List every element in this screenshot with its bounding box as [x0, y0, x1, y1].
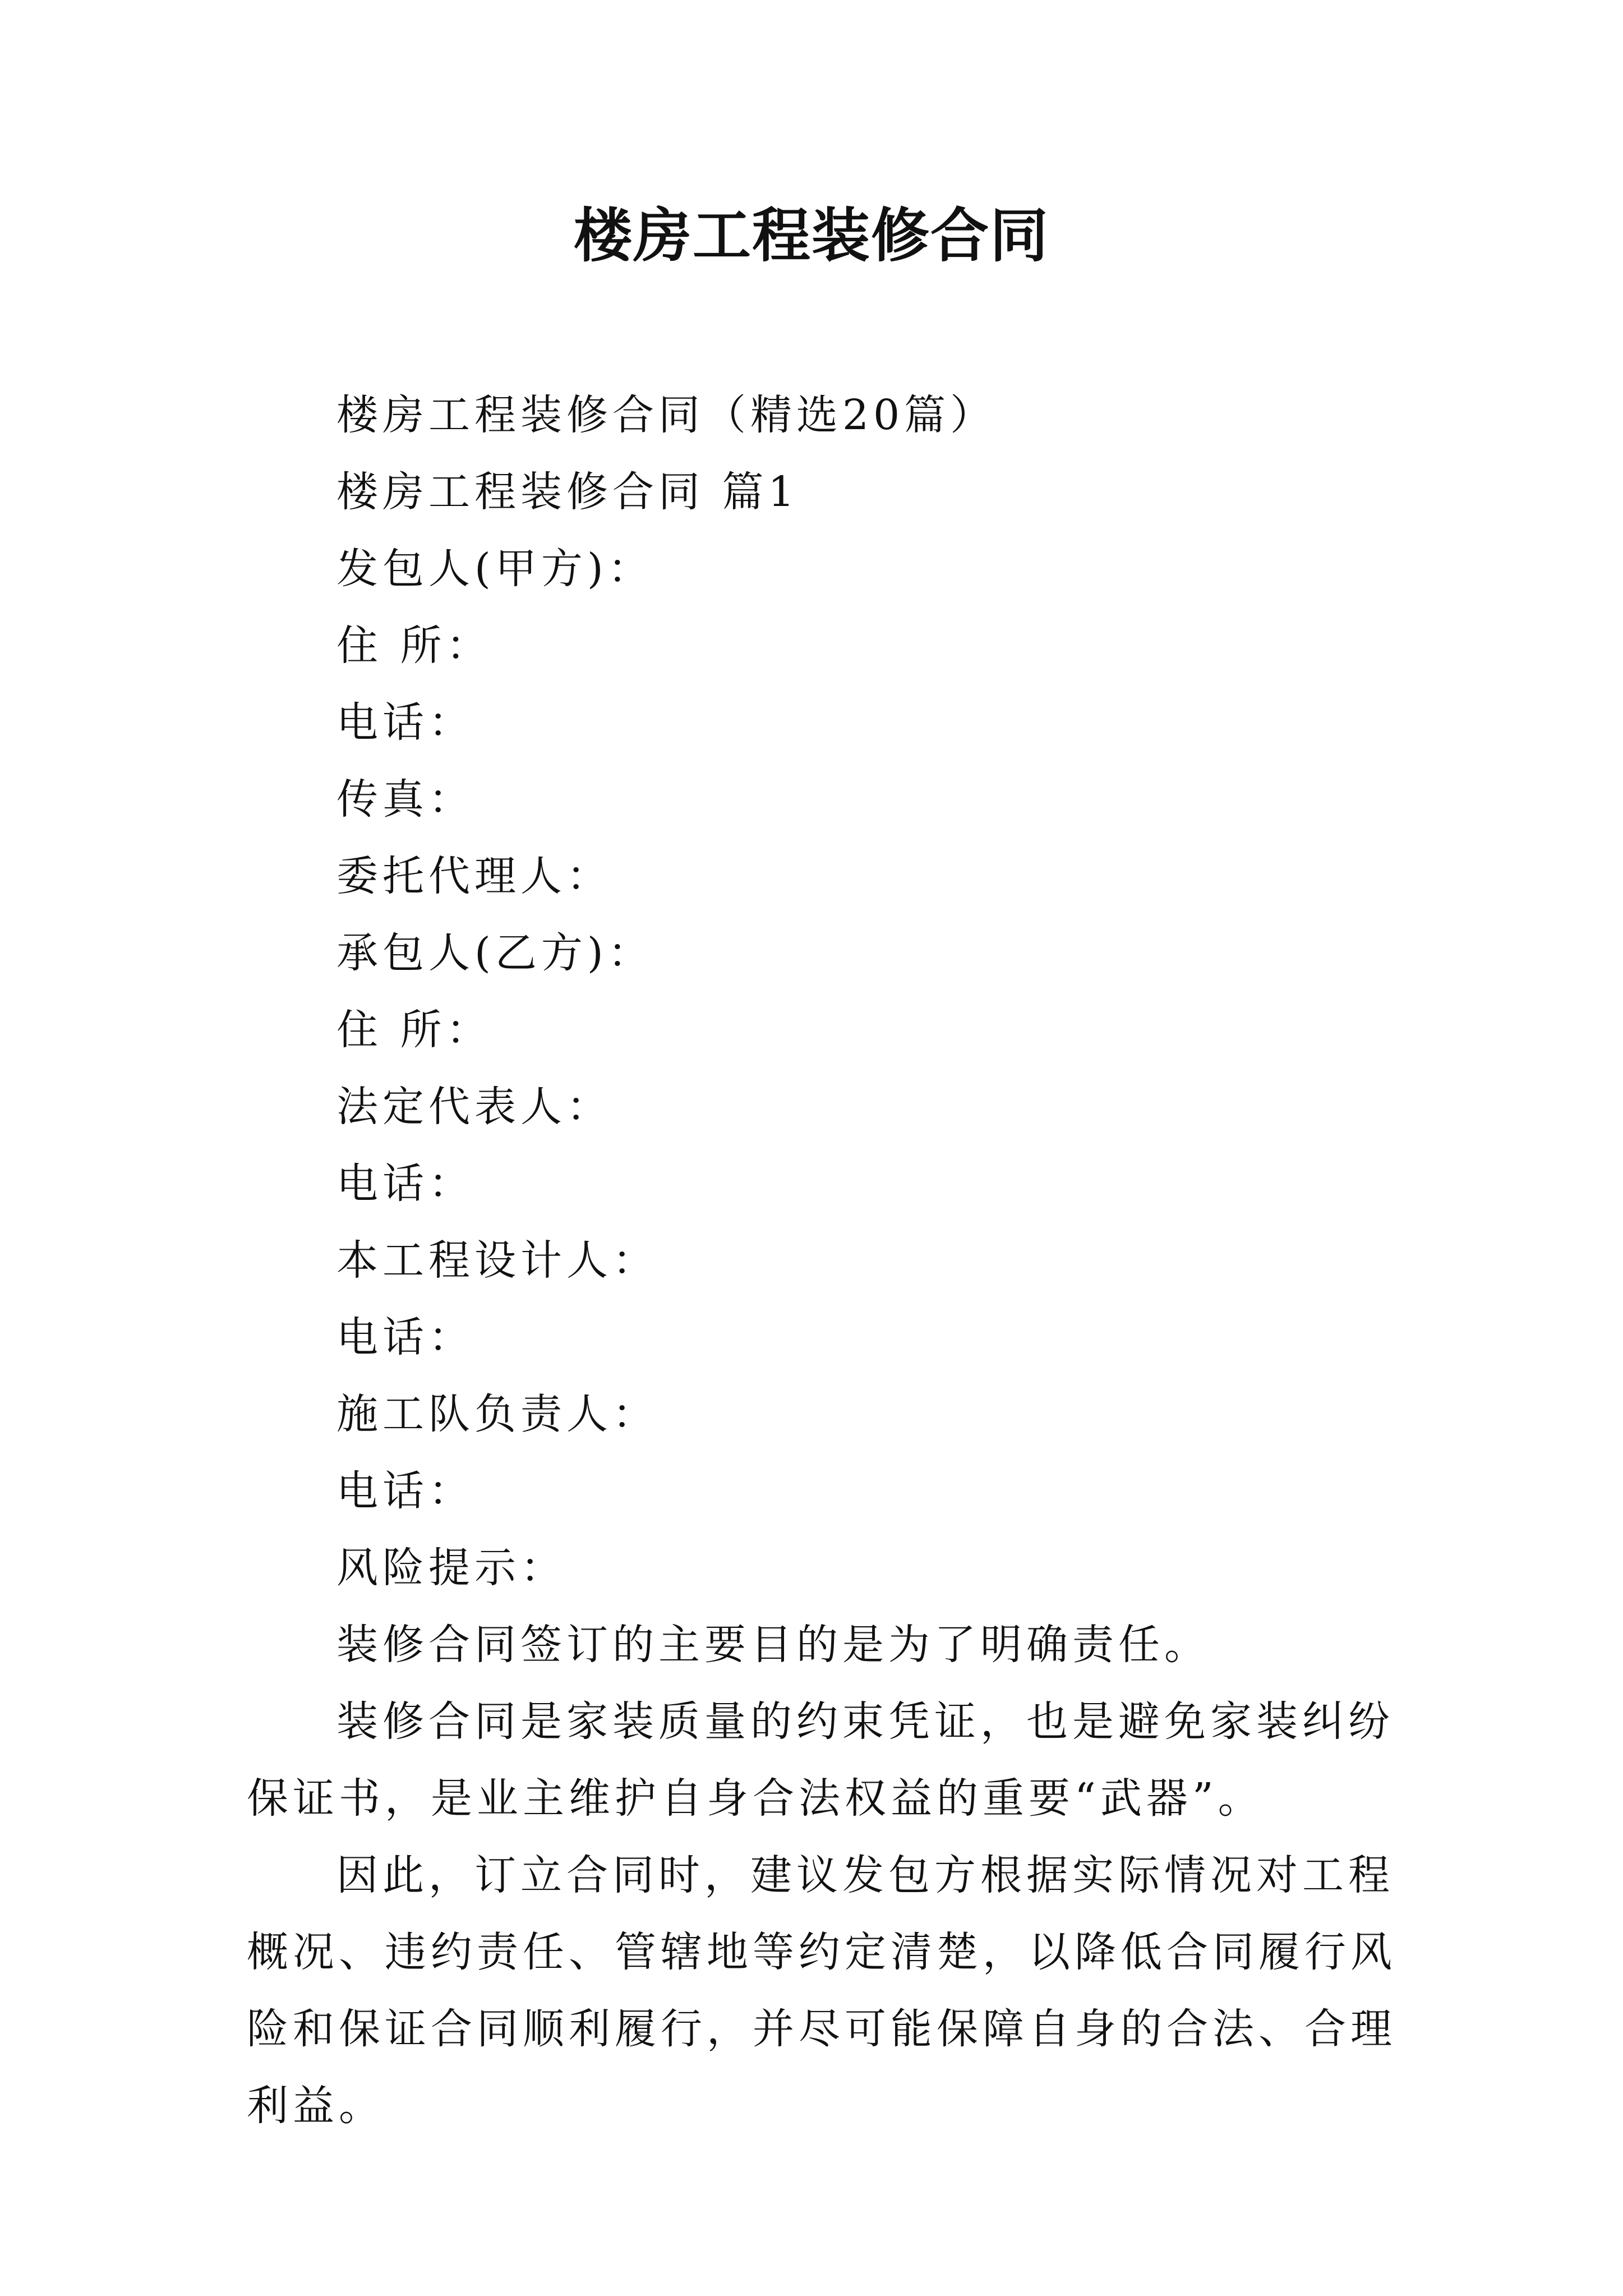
- field-designer: 本工程设计人：: [336, 1236, 658, 1285]
- risk-paragraph-3: 因此，订立合同时，建议发包方根据实际情况对工程概况、违约责任、管辖地等约定清楚，以降低合同履行风险和保证合同顺利履行，并尽可能保障自身的合法、合理利益。: [247, 1851, 1396, 2130]
- document-body: [247, 377, 1402, 2145]
- field-construction-lead-phone: 电话：: [336, 1467, 474, 1515]
- field-party-b: 承包人(乙方)：: [336, 929, 654, 977]
- field-party-b-phone: 电话：: [336, 1159, 474, 1208]
- field-party-a-address: 住 所：: [336, 622, 492, 670]
- field-party-a-agent: 委托代理人：: [336, 852, 612, 900]
- field-construction-lead: 施工队负责人：: [336, 1390, 658, 1438]
- field-party-a: 发包人(甲方)：: [336, 545, 654, 593]
- field-party-b-representative: 法定代表人：: [336, 1083, 612, 1131]
- document-title: 楼房工程装修合同: [573, 201, 1049, 270]
- field-party-b-address: 住 所：: [336, 1006, 492, 1054]
- field-party-a-phone: 电话：: [336, 698, 474, 747]
- field-party-a-fax: 传真：: [336, 775, 474, 823]
- risk-paragraph-1: 装修合同签订的主要目的是为了明确责任。: [336, 1621, 1210, 1669]
- field-designer-phone: 电话：: [336, 1313, 474, 1361]
- risk-notice-heading: 风险提示：: [336, 1544, 566, 1592]
- risk-paragraph-2: 装修合同是家装质量的约束凭证，也是避免家装纠纷保证书，是业主维护自身合法权益的重要“武器”。: [247, 1697, 1394, 1823]
- section-heading: 楼房工程装修合同 篇1: [336, 468, 799, 516]
- subtitle-line: 楼房工程装修合同（精选20篇）: [336, 391, 997, 439]
